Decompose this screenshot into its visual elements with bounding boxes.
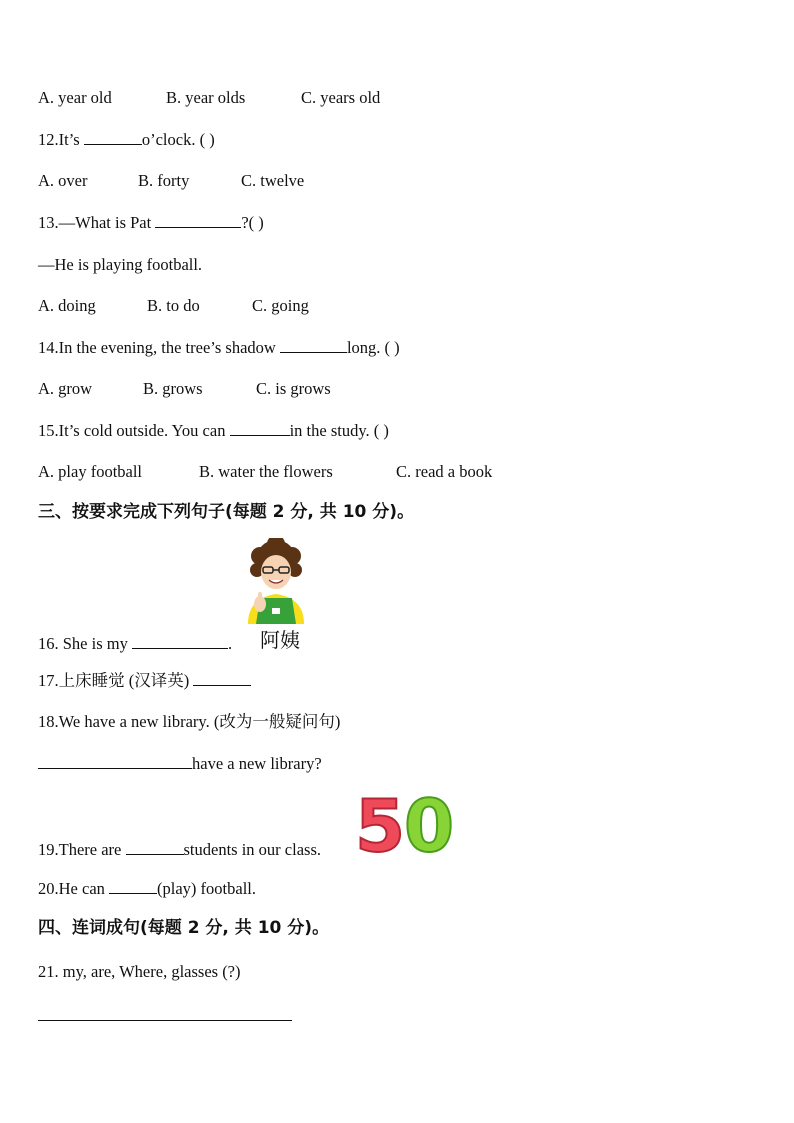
q12-text-post: o’clock. ( ): [141, 130, 215, 149]
q18-answer-line: [38, 754, 322, 774]
number-50-icon: [354, 787, 458, 857]
q13-text-post: ?( ): [241, 213, 264, 232]
q15-blank[interactable]: [230, 421, 290, 436]
q14-text-post: long. ( ): [346, 338, 400, 357]
q19-text-post: students in our class.: [183, 840, 321, 859]
number-50-image: [354, 787, 458, 857]
q18-blank[interactable]: [38, 754, 192, 769]
q21-answer-line[interactable]: [38, 1019, 292, 1021]
q14-option-a: A. grow: [38, 379, 93, 398]
q16-text-post: .: [227, 634, 233, 653]
question-16: [38, 634, 232, 654]
q12-option-a: A. over: [38, 171, 88, 190]
q13-blank[interactable]: [155, 213, 241, 228]
q13-option-c: C. going: [252, 296, 309, 315]
q14-option-b: B. grows: [143, 379, 203, 398]
q14-blank[interactable]: [280, 338, 347, 353]
q13-option-a: A. doing: [38, 296, 96, 315]
q14-option-c: C. is grows: [256, 379, 331, 398]
q15-option-b: B. water the flowers: [199, 462, 333, 481]
section-4-heading: 四、连词成句(每题 2 分, 共 10 分)。: [38, 918, 330, 938]
q15-text-pre: 15.It’s cold outside. You can: [38, 421, 230, 440]
question-20: [38, 879, 256, 899]
question-14: [38, 338, 400, 358]
q18-answer-text: have a new library?: [192, 754, 322, 773]
q20-text-post: (play) football.: [157, 879, 256, 898]
q12-blank[interactable]: [84, 130, 142, 145]
q12-option-b: B. forty: [138, 171, 190, 190]
aunt-illustration: [238, 538, 318, 650]
q13-option-b: B. to do: [147, 296, 200, 315]
q11-option-a: A. year old: [38, 88, 112, 107]
q15-option-c: C. read a book: [396, 462, 493, 481]
q20-blank[interactable]: [109, 879, 157, 894]
q12-text-pre: 12.It’s: [38, 130, 84, 149]
q17-text-pre: 17.上床睡觉 (汉译英): [38, 671, 194, 690]
q15-text-post: in the study. ( ): [289, 421, 389, 440]
q17-blank[interactable]: [193, 671, 251, 686]
q19-blank[interactable]: [126, 840, 184, 855]
q14-text-pre: 14.In the evening, the tree’s shadow: [38, 338, 280, 357]
question-18: 18.We have a new library. (改为一般疑问句): [38, 712, 341, 731]
q20-text-pre: 20.He can: [38, 879, 110, 898]
q11-option-b: B. year olds: [166, 88, 246, 107]
question-13: [38, 213, 264, 233]
digit-five: 5: [355, 787, 406, 857]
q16-text-pre: 16. She is my: [38, 634, 132, 653]
section-3-heading: 三、按要求完成下列句子(每题 2 分, 共 10 分)。: [38, 502, 415, 522]
q12-option-c: C. twelve: [241, 171, 305, 190]
q13-reply: —He is playing football.: [38, 255, 203, 274]
aunt-label: 阿姨: [260, 628, 300, 652]
q19-text-pre: 19.There are: [38, 840, 126, 859]
question-12: [38, 130, 215, 150]
q16-blank[interactable]: [132, 634, 228, 649]
q11-option-c: C. years old: [301, 88, 381, 107]
q15-option-a: A. play football: [38, 462, 143, 481]
q13-text-pre: 13.—What is Pat: [38, 213, 156, 232]
question-17: [38, 671, 251, 691]
digit-zero: 0: [404, 787, 455, 857]
question-19: [38, 840, 321, 860]
question-21: 21. my, are, Where, glasses (?): [38, 962, 241, 981]
question-15: [38, 421, 389, 441]
